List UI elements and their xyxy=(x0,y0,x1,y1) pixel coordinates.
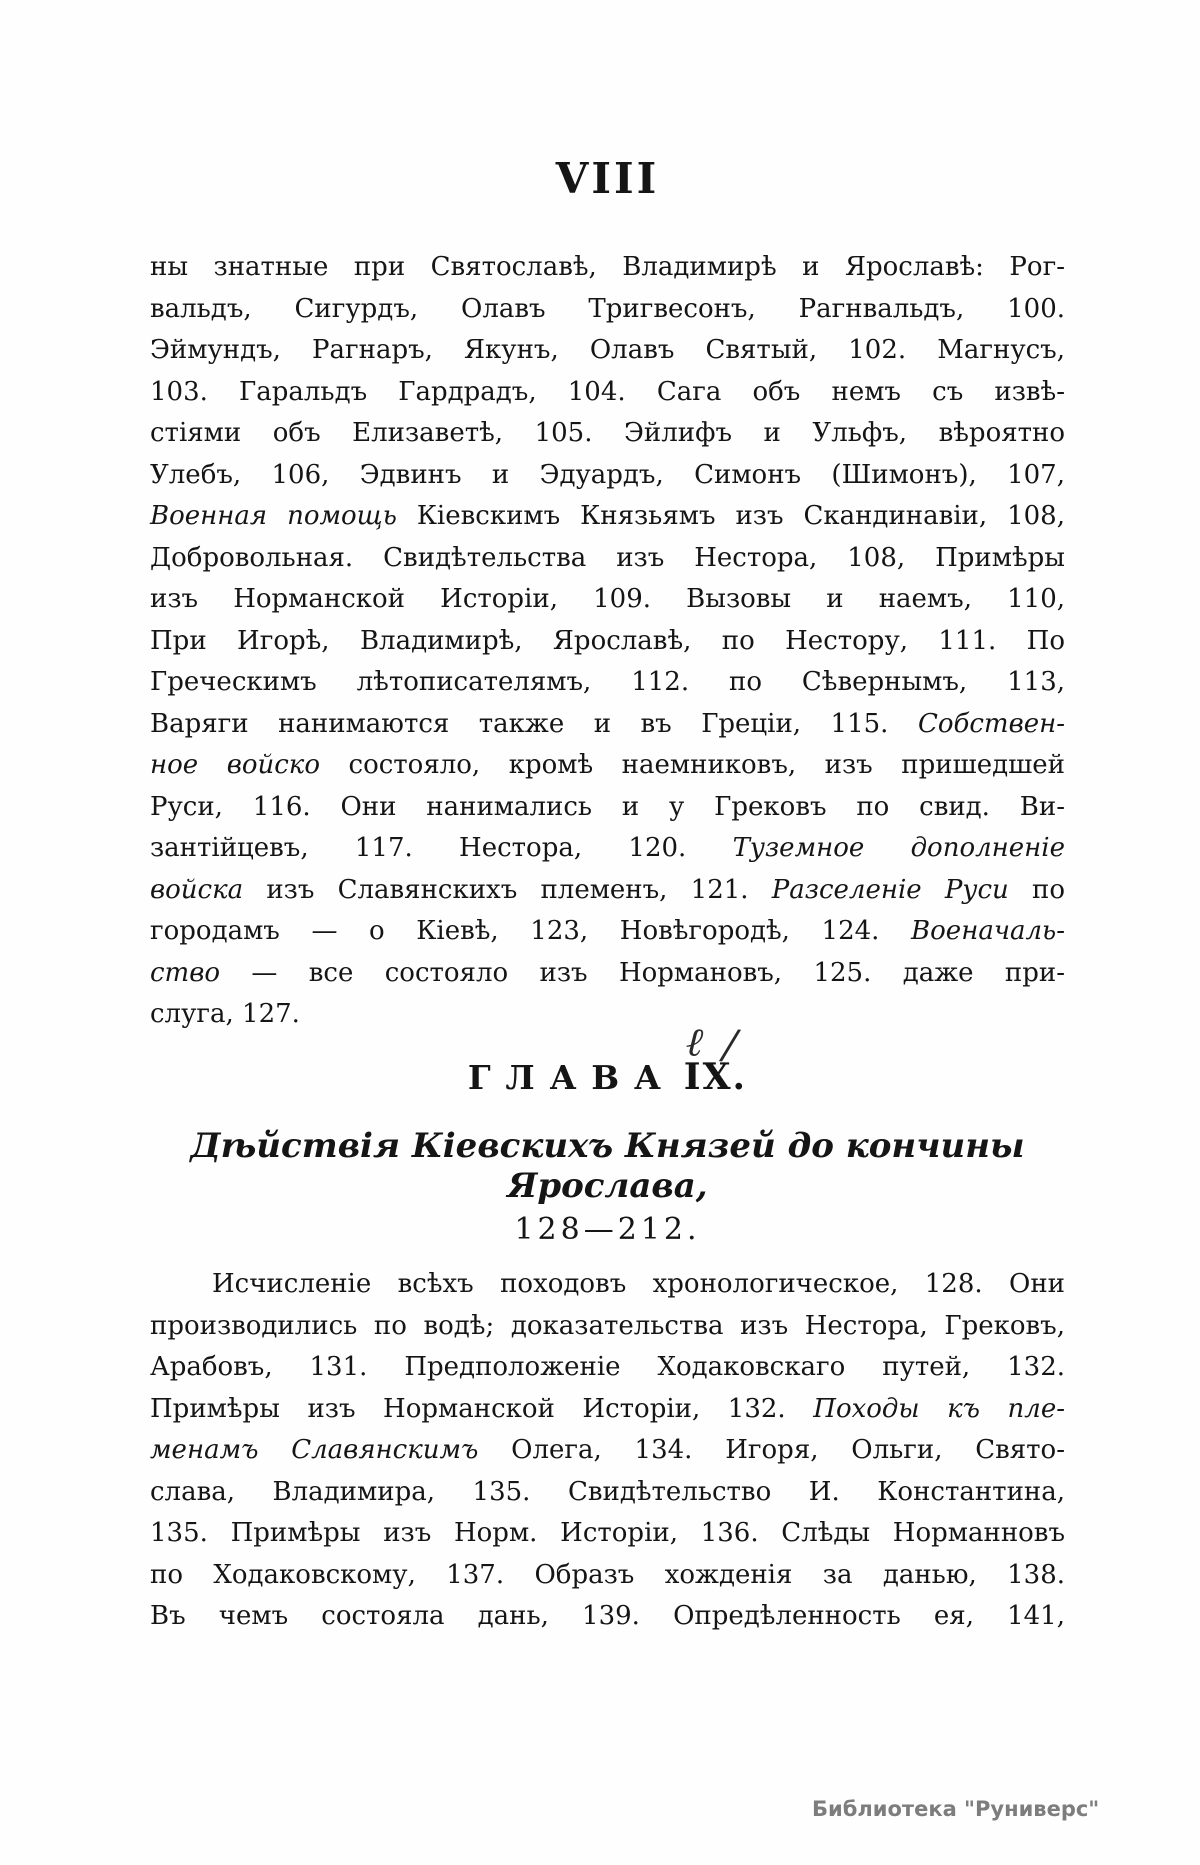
text-segment: состояло, кромѣ наемниковъ, изъ пришедшей xyxy=(319,750,1066,780)
italic-text-segment: Туземное дополненіе xyxy=(732,833,1066,863)
text-line xyxy=(150,745,1065,787)
text-line xyxy=(150,413,1065,455)
text-line xyxy=(150,1306,1065,1348)
text-line xyxy=(150,621,1065,663)
text-segment: 135. Примѣры изъ Норм. Исторіи, 136. Слѣды Норманновъ xyxy=(150,1518,1065,1548)
text-line xyxy=(150,330,1065,372)
text-segment: — все состояло изъ Нормановъ, 125. даже при- xyxy=(220,957,1065,988)
text-line xyxy=(150,704,1065,746)
text-segment: изъ Норманской Исторіи, 109. Вызовы и наемъ, 110, xyxy=(150,584,1065,614)
italic-text-segment: Походы къ пле- xyxy=(813,1393,1066,1424)
text-segment: Греческимъ лѣтописателямъ, 112. по Сѣвернымъ, 113, xyxy=(150,667,1065,697)
toc-continuation-paragraph xyxy=(150,247,1065,1036)
italic-text-segment: Военачаль- xyxy=(911,916,1065,946)
text-segment: изъ Славянскихъ племенъ, 121. xyxy=(243,874,772,905)
text-line xyxy=(150,1472,1065,1514)
text-segment: 103. Гаральдъ Гардрадъ, 104. Сага объ немъ съ извѣ- xyxy=(150,376,1065,407)
text-line xyxy=(150,662,1065,704)
text-segment: Исчисленіе всѣхъ походовъ хронологическое, 128. Они xyxy=(212,1269,1065,1299)
text-line xyxy=(150,953,1065,995)
text-segment: Примѣры изъ Норманской Исторіи, 132. xyxy=(150,1393,814,1424)
text-line xyxy=(150,1389,1065,1431)
toc-chapter-9-paragraph xyxy=(150,1264,1065,1638)
text-line xyxy=(150,1264,1065,1306)
text-segment: Улебъ, 106, Эдвинъ и Эдуардъ, Симонъ (Шимонъ), 107, xyxy=(150,459,1065,490)
text-line xyxy=(150,1596,1065,1638)
text-segment: вальдъ, Сигурдъ, Олавъ Тригвесонъ, Рагнвальдъ, 100. xyxy=(150,293,1065,324)
text-line xyxy=(150,911,1065,953)
text-line xyxy=(150,828,1065,870)
text-segment: Олега, 134. Игоря, Ольги, Свято- xyxy=(478,1435,1065,1465)
text-segment: зантійцевъ, 117. Нестора, 120. xyxy=(150,833,733,863)
text-segment: ны знатные при Святославѣ, Владимирѣ и Ярославѣ: Рог- xyxy=(150,252,1065,282)
italic-text-segment: ство xyxy=(150,957,221,988)
text-segment: Эймундъ, Рагнаръ, Якунъ, Олавъ Святый, 102. Магнусъ, xyxy=(150,335,1065,365)
italic-text-segment: менамъ Славянскимъ xyxy=(150,1435,479,1465)
text-segment: слуга, 127. xyxy=(150,999,300,1029)
text-line xyxy=(150,289,1065,331)
text-line xyxy=(150,1513,1065,1555)
text-line xyxy=(150,372,1065,414)
text-line xyxy=(150,455,1065,497)
chapter-heading xyxy=(150,1019,1065,1098)
chapter-label: ГЛАВА xyxy=(467,1058,676,1097)
text-line xyxy=(150,1347,1065,1389)
page-number-roman: VIII xyxy=(555,154,660,203)
text-segment: городамъ — о Кіевѣ, 123, Новѣгородѣ, 124. xyxy=(150,916,912,946)
text-segment: Арабовъ, 131. Предположеніе Ходаковскаго путей, 132. xyxy=(150,1352,1065,1382)
text-line xyxy=(150,538,1065,580)
text-line xyxy=(150,1430,1065,1472)
italic-text-segment: Разселеніе Руси xyxy=(771,874,1009,905)
text-segment: Въ чемъ состояла дань, 139. Опредѣленность ея, 141, xyxy=(150,1601,1065,1631)
italic-text-segment: Собствен- xyxy=(917,708,1065,739)
text-line xyxy=(150,870,1065,912)
text-segment: по xyxy=(1008,874,1066,905)
italic-text-segment: Военная помощь xyxy=(150,501,397,531)
text-line xyxy=(150,496,1065,538)
text-segment: Руси, 116. Они нанимались и у Грековъ по свид. Ви- xyxy=(150,791,1065,822)
italic-text-segment: ное войско xyxy=(150,750,320,780)
text-segment: При Игорѣ, Владимирѣ, Ярославѣ, по Нестору, 111. По xyxy=(150,625,1065,656)
text-segment: по Ходаковскому, 137. Образъ хожденія за данью, 138. xyxy=(150,1559,1065,1590)
text-line xyxy=(150,1555,1065,1597)
text-line xyxy=(150,787,1065,829)
library-watermark: Библиотека "Руниверс" xyxy=(812,1797,1100,1821)
text-segment: производились по водѣ; доказательства изъ Нестора, Грековъ, xyxy=(150,1310,1065,1341)
text-segment: Кіевскимъ Князьямъ изъ Скандинавіи, 108, xyxy=(396,501,1065,531)
chapter-title: Дѣйствія Кіевскихъ Князей до кончины Ярослава, xyxy=(190,1126,1025,1206)
chapter-number: IX. xyxy=(683,1056,748,1098)
text-line xyxy=(150,579,1065,621)
text-line xyxy=(150,247,1065,289)
italic-text-segment: войска xyxy=(150,874,244,905)
text-line xyxy=(150,994,1065,1036)
text-segment: Варяги нанимаются также и въ Греціи, 115. xyxy=(150,708,918,739)
chapter-page-range: 128—212. xyxy=(514,1212,701,1247)
handwritten-pencil-mark: ℓ / xyxy=(683,1019,742,1069)
text-segment: стіями объ Елизаветѣ, 105. Эйлифъ и Ульфъ, вѣроятно xyxy=(150,418,1065,448)
text-segment: слава, Владимира, 135. Свидѣтельство И. Константина, xyxy=(150,1476,1065,1507)
text-segment: Добровольная. Свидѣтельства изъ Нестора, 108, Примѣры xyxy=(150,542,1065,573)
